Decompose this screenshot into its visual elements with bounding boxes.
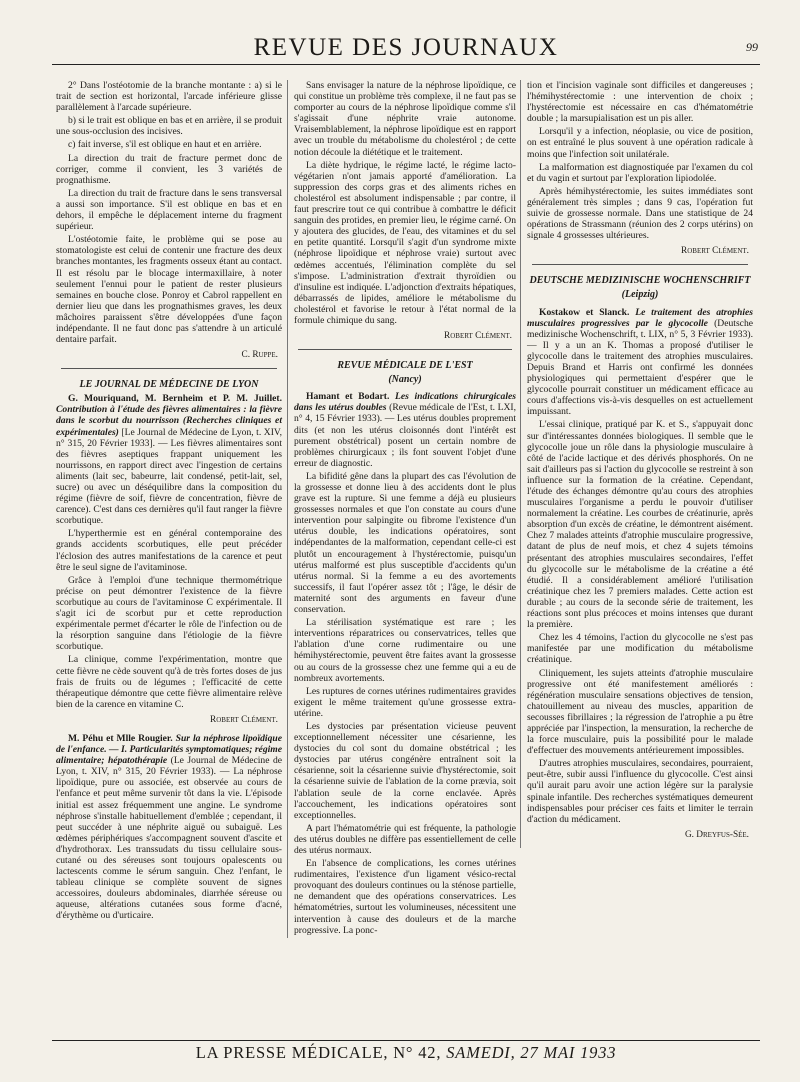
paragraph: La direction du trait de fracture dans le sens transversal a aussi son importance. S'il est oblique en bas et en dehors, il empêche le déplacement interne du fragment supérieur. (56, 187, 282, 233)
article-reference: [Le Journal de Médecine de Lyon, t. XIV, n° 315, 20 Février 1933]. (56, 426, 282, 449)
section-heading: REVUE MÉDICALE DE L'EST (337, 360, 473, 372)
column-left (56, 80, 282, 924)
paragraph: Sans envisager la nature de la néphrose lipoïdique, ce qui constitue un problème très complexe, il ne faut pas se comporter au cours de la néphrose lipoïdique comme s'il s'agissait d'une néphrite vraie autonome. Vraisemblablement, la néphrose lipoïdique est en rapport avec un trouble du métabolisme du cholestérol ; de cette notion découle la diététique et le traitement. (294, 80, 516, 158)
paragraph: tion et l'incision vaginale sont difficiles et dangereuses ; l'hémihystérectomie : une intervention de choix ; l'hystérectomie est nécessaire en cas d'hématométrie double ; la marsupialisation est un pis aller. (527, 80, 753, 125)
paragraph: D'autres atrophies musculaires, secondaires, pourraient, peut-être, subir aussi l'influence du glycocolle. C'est ainsi qu'il aurait paru avoir une action légère sur la paralysie spinale infantile. Des recherches systématiques demeurent indispensables pour préciser ces faits et limiter le terrain d'action du médicament. (527, 758, 753, 825)
article (56, 393, 282, 526)
divider (298, 349, 511, 350)
paragraph: L'ostéotomie faite, le problème qui se pose au stomatologiste est celui de contenir une fracture des deux branches montantes, les fragments osseux étant au contact. Il est résolu par le blocage intermaxillaire, à noter seulement l'ennui pour le patient de rester plusieurs semaines en bouche close. Ponroy et Cabrol rappellent en dernier lieu que dans les prognathismes graves, les deux mâchoires paraissent s'être développées d'une façon indépendante. Il ne faut donc pas s'attendre à un articulé dentaire parfait. (56, 234, 282, 346)
divider (532, 264, 749, 265)
article-authors: M. Péhu et Mlle Rougier. (68, 732, 173, 744)
article-title: Contribution à l'étude des fièvres alimentaires : la fièvre dans le scorbut du nourrisson (Recherches cliniques et expérimentales) (56, 404, 282, 438)
paragraph: L'essai clinique, pratiqué par K. et S., s'appuyait donc sur d'intéressantes données biologiques. Il semble que le glycocolle joue un rôle dans la physiologie musculaire à côté de l'acide lactique et des dérivés phosphorés. On ne sait d'ailleurs pas si l'action du glycocolle se restreint à son influence sur la formation de la créatine. Cependant, l'étude des échanges démontre qu'au cours des atrophies musculaires l'organisme a perdu le pouvoir d'utiliser normalement la créatine. Les courbes de créatinurie, après absorption d'un excès de créatine, le démontrent aisément. Chez 7 malades atteints d'atrophie musculaire progressive, datant de plus de neuf mois, et chez 4 sujets témoins présentant des atrophies musculaires secondaires, l'effet du glycocolle sur le métabolisme de la créatine a été étudié. Il a considérablement amélioré l'utilisation créatinique chez les 7 premiers malades. Cette action est durable ; au cours de la seconde série de traitement, les réactions sont plus précoces et moins intenses que durant la première. (527, 419, 753, 631)
paragraph: En l'absence de complications, les cornes utérines rudimentaires, l'existence d'un ligament vésico-rectal provoquant des douleurs continues ou la sténose partielle, ne demandent que des opérations conservatrices. Les hématométries, surtout les volumineuses, nécessitent une intervention à cause des douleurs et de la marche progressive. La ponc- (294, 858, 516, 936)
paragraph: La clinique, comme l'expérimentation, montre que cette fièvre ne cède souvent qu'à de très fortes doses de jus frais de fruits ou de légumes ; l'efficacité de cette thérapeutique démontre que cette fièvre alimentaire relève bien de la carence en vitamine C. (56, 654, 282, 710)
divider (61, 368, 278, 369)
paragraph: 2° Dans l'ostéotomie de la branche montante : a) si le trait de section est horizontal, l'arcade inférieure glisse parallèlement à l'arcade supérieure. (56, 80, 282, 114)
page-footer (52, 1040, 760, 1063)
column-right (520, 80, 753, 848)
page-header (52, 34, 760, 65)
section-city: (Nancy) (388, 374, 422, 386)
article-title: Le traitement des atrophies musculaires progressives par le glycocolle (527, 306, 753, 329)
paragraph: A part l'hématométrie qui est fréquente, la pathologie des utérus doubles ne diffère pas essentiellement de celle des utérus normaux. (294, 822, 516, 856)
article-title: Les indications chirurgicales dans les utérus doubles (294, 391, 516, 414)
paragraph: L'hyperthermie est en général contemporaine des grands accidents scorbutiques, elle peut précéder l'éclosion des autres manifestations de la carence et peut être le seul signe de l'avitaminose. (56, 528, 282, 573)
article-text: — Les utérus doubles proprement dits (et non les utérus cloisonnés dont l'intérêt est purement obstétrical) posent un certain nombre de problèmes chirurgicaux ; ils font souvent l'objet d'une erreur de diagnostic. (294, 413, 516, 469)
section-heading: LE JOURNAL DE MÉDECINE DE LYON (79, 379, 259, 391)
paragraph: La diète hydrique, le régime lacté, le régime lacto-végétarien n'ont jamais apporté d'amélioration. La suppression des corps gras et des aliments riches en cholestérol est absolument indispensable ; par contre, il faut prescrire tout ce qui contribue à combattre le déficit sanguin des protides, en premier lieu, le régime carné. On y ajoutera des glucides, de l'eau, des vitamines et du sel en petite quantité. Lorsqu'il s'agit d'un syndrome mixte (néphrose lipoïdique et néphrose vraie) surtout avec œdèmes accentués, l'élimination complète du sel s'impose. L'administration d'extrait thyroïdien ou d'insuline est indiquée. L'adjonction d'extraits hépatiques, débarrassés de lipides, améliore le métabolisme du cholestérol et favorise le retour à l'état normal de la formule chimique du sang. (294, 159, 516, 326)
section-heading: DEUTSCHE MEDIZINISCHE WOCHENSCHRIFT (529, 275, 751, 287)
paragraph: Les dystocies par présentation vicieuse peuvent exceptionnellement nécessiter une césarienne, les dystocies du col sont du domaine obstétrical ; les dystocies par utérus congénère entraînent soit la césarienne, soit la césarienne suivie d'hystérectomie, soit la césarienne suivie de l'ablation de la corne prævia, soit l'ablation seule de la corne enclavée. Après l'accouchement, les indications opératoires sont exceptionnelles. (294, 720, 516, 821)
signature: Robert Clément. (210, 714, 278, 725)
journal-section-title: REVUE DES JOURNAUX (253, 34, 559, 61)
footer-date: SAMEDI, 27 MAI 1933 (446, 1043, 617, 1062)
paragraph: Les ruptures de cornes utérines rudimentaires gravides exigent le même traitement qu'une grossesse extra-utérine. (294, 685, 516, 719)
paragraph: Chez les 4 témoins, l'action du glycocolle ne s'est pas manifestée par une modification du métabolisme créatinique. (527, 632, 753, 666)
paragraph: c) fait inverse, s'il est oblique en haut et en arrière. (68, 139, 262, 151)
paragraph: Cliniquement, les sujets atteints d'atrophie musculaire progressive ont été manifestement améliorés : régénération musculaire sensations objectives de tension, chatouillement au niveau des muscles, apparition de secousses fibrillaires ; la régression de l'atrophie a pu être appréciée par l'inspection, la mensuration, la recherche de la force musculaire, puis la possibilité pour le malade d'effectuer des mouvements antérieurement impossibles. (527, 667, 753, 757)
signature: Robert Clément. (681, 246, 749, 257)
article-text: — Il y a un an K. Thomas a proposé d'utiliser le glycocolle dans le traitement des atrophies musculaires. Depuis Brand et Harris ont confirmé les données physiologiques qui permettaient d'espérer que le glycocolle pourrait constituer un médicament efficace au cours d'affections vis-à-vis desquelles on est actuellement impuissant. (527, 339, 753, 418)
signature: Robert Clément. (444, 331, 512, 342)
article-title: Sur la néphrose lipoïdique de l'enfance. — I. Particularités symptomatiques; régime alimentaire; hépatothérapie (56, 732, 282, 767)
article (294, 391, 516, 469)
article-authors: Kostakow et Slanck. (539, 306, 630, 318)
paragraph: Grâce à l'emploi d'une technique thermométrique précise on peut démontrer l'existence de la fièvre scorbutique au cours de l'avitaminose C expérimentale. Il s'agit ici de scorbut pur et cette reproduction expérimentale permet d'écarter le rôle de l'infection ou de la résorption sanguine dans l'étiologie de la fièvre scorbutique. (56, 574, 282, 653)
paragraph: Lorsqu'il y a infection, néoplasie, ou vice de position, on est entraîné le plus souvent à une opération radicale à moins que l'infection soit unilatérale. (527, 126, 753, 160)
article (527, 307, 753, 418)
page-number: 99 (746, 40, 758, 54)
paragraph: La direction du trait de fracture permet donc de corriger, comme il convient, les 3 variétés de prognathisme. (56, 152, 282, 186)
article-reference: (Revue médicale de l'Est, t. LXI, n° 4, 15 Février 1933). (294, 402, 516, 425)
paragraph: La stérilisation systématique est rare ; les interventions réparatrices ou conservatrices, telles que l'ablation d'une corne rudimentaire ou une hémihystérectomie, peuvent être faites avant la grossesse ou au cours de la grossesse chez une femme qui a eu de nombreux avortements. (294, 617, 516, 684)
signature: C. Ruppe. (241, 350, 278, 361)
article-reference: (Deutsche medizinische Wochenschrift, t. LIX, n° 5, 3 Février 1933). (527, 317, 753, 340)
column-middle (287, 80, 516, 938)
footer-publication: LA PRESSE MÉDICALE, N° 42, (195, 1043, 442, 1062)
article-authors: G. Mouriquand, M. Bernheim et P. M. Juillet. (68, 393, 282, 405)
section-city: (Leipzig) (621, 289, 659, 301)
article-text: — Les fièvres alimentaires sont des fièvres aseptiques frappant uniquement les nourrissons, en rapport direct avec l'ingestion de certains aliments (lait sec, babeurre, lait condensé, petit-lait, sel, sucre) ou avec un déséquilibre dans la composition du régime (fièvre de soif, fièvre de concentration, fièvre de carence). C'est dans ces dernières qu'il faut ranger la fièvre scorbutique. (56, 437, 282, 527)
article (56, 733, 282, 922)
article-reference: (Le Journal de Médecine de Lyon, t. XIV, n° 315, 20 Février 1933). (56, 755, 282, 778)
signature: G. Dreyfus-Sée. (684, 829, 749, 840)
article-text: — La néphrose lipoïdique, pure ou associée, est observée au cours de l'enfance et peut même survenir tôt dans la vie. L'épisode initial est assez fréquemment une angine. Le syndrome néphrose s'installe habituellement d'emblée ; cependant, il peut succéder à une néphrite aiguë ou subaiguë. Les œdèmes périphériques s'accompagnent souvent d'ascite et d'hydrothorax. Les transsudats du tissu cellulaire sous-cutané ou des séreuses sont toujours opalescents ou lactescents comme le sérum sanguin. Chez l'enfant, le tableau clinique se complète souvent de signes accessoires, douleurs abdominales, diarrhée séreuse ou aqueuse, altérations cutanées sous forme d'acné, d'érythème ou d'urticaire. (56, 766, 282, 922)
paragraph: La bifidité gêne dans la plupart des cas l'évolution de la grossesse et donne lieu à des accidents dont le plus grave est la rupture. Si une femme a déjà eu plusieurs grossesses normales et que l'on constate au cours d'une intervention pour salpingite ou fibrome l'existence d'un utérus double, les indications opératoires, sont indépendantes de la malformation, cependant celle-ci est plutôt un encouragement à l'hystérectomie, puisqu'un utérus malformé est plus susceptible d'accidents qu'un utérus normal. Si la femme a eu des avortements successifs, il faut l'opérer assez tôt ; l'âge, le désir de maternité sont des arguments en faveur d'une conservation. (294, 470, 516, 616)
paragraph: La malformation est diagnostiquée par l'examen du col et du vagin et surtout par l'exploration lipiodolée. (527, 161, 753, 184)
article-authors: Hamant et Bodart. (306, 391, 390, 403)
paragraph: b) si le trait est oblique en bas et en arrière, il se produit une sous-occlusion des incisives. (56, 115, 282, 138)
paragraph: Après hémihystérectomie, les suites immédiates sont généralement très simples ; dans 9 cas, l'opération fut suivie de grossesse normale. Dans une statistique de 24 opérations de Strassmann (réunion des 2 corps utérins) on signale 4 grossesses ultérieures. (527, 185, 753, 242)
